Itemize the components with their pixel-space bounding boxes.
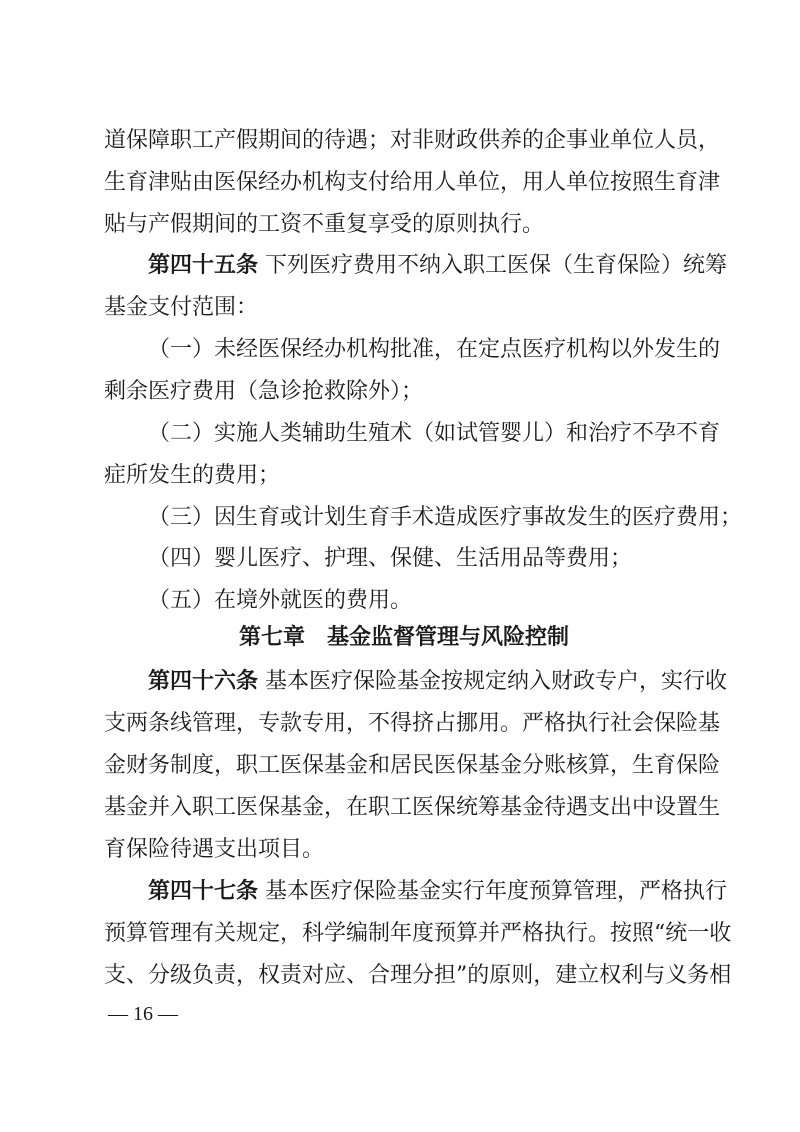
text-line: 道保障职工产假期间的待遇；对非财政供养的企事业单位人员， bbox=[104, 128, 721, 153]
article-47-line bbox=[148, 877, 728, 907]
chapter-heading: 第七章 基金监督管理与风险控制 bbox=[238, 625, 569, 650]
text-line: （四）婴儿医疗、护理、保健、生活用品等费用； bbox=[148, 546, 633, 571]
text-line: 症所发生的费用； bbox=[104, 463, 281, 488]
article-47-text: 基本医疗保险基金实行年度预算管理，严格执行 bbox=[265, 879, 728, 904]
article-47-heading: 第四十七条 bbox=[148, 879, 259, 904]
text-line: （二）实施人类辅助生殖术（如试管婴儿）和治疗不孕不育 bbox=[148, 421, 721, 446]
article-46-text: 基本医疗保险基金按规定纳入财政专户，实行收 bbox=[265, 669, 728, 694]
text-line: 育保险待遇支出项目。 bbox=[104, 837, 325, 862]
text-line: 支两条线管理，专款专用，不得挤占挪用。严格执行社会保险基 bbox=[104, 711, 721, 736]
text-line: （五）在境外就医的费用。 bbox=[148, 588, 413, 613]
article-45-line bbox=[148, 251, 728, 281]
article-46-line bbox=[148, 667, 728, 697]
text-line: （三）因生育或计划生育手术造成医疗事故发生的医疗费用； bbox=[148, 505, 743, 530]
text-line: 基金并入职工医保基金，在职工医保统筹基金待遇支出中设置生 bbox=[104, 795, 721, 820]
text-line: 剩余医疗费用（急诊抢救除外）； bbox=[104, 379, 424, 404]
text-line: 贴与产假期间的工资不重复享受的原则执行。 bbox=[104, 212, 545, 237]
page-number: — 16 — bbox=[108, 1003, 178, 1025]
article-46-heading: 第四十六条 bbox=[148, 669, 259, 694]
text-line: 金财务制度，职工医保基金和居民医保基金分账核算，生育保险 bbox=[104, 753, 721, 778]
article-45-heading: 第四十五条 bbox=[148, 253, 259, 278]
article-45-text: 下列医疗费用不纳入职工医保（生育保险）统筹 bbox=[265, 253, 728, 278]
text-line: 生育津贴由医保经办机构支付给用人单位，用人单位按照生育津 bbox=[104, 170, 721, 195]
text-line: 基金支付范围： bbox=[104, 295, 259, 320]
text-line: 预算管理有关规定，科学编制年度预算并严格执行。按照“统一收 bbox=[104, 921, 732, 946]
text-line: 支、分级负责，权责对应、合理分担”的原则，建立权利与义务相 bbox=[104, 963, 732, 988]
text-line: （一）未经医保经办机构批准，在定点医疗机构以外发生的 bbox=[148, 337, 721, 362]
